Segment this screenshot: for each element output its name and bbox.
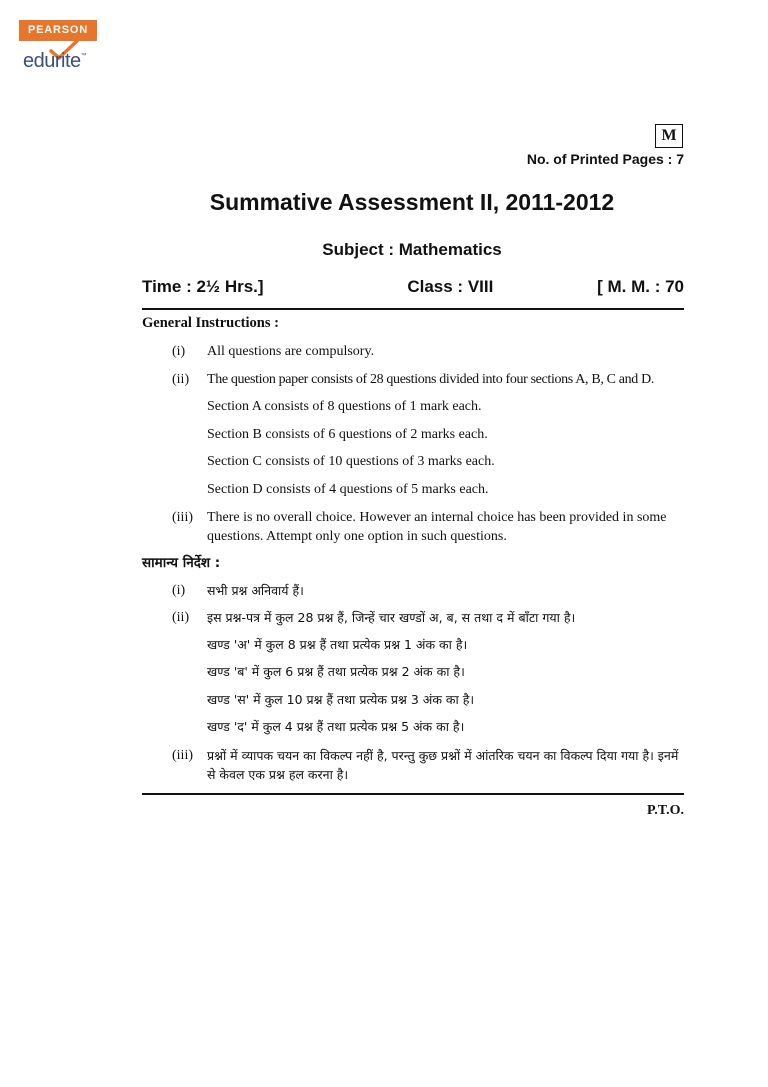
logo-brand: PEARSON <box>19 20 97 41</box>
page-title: Summative Assessment II, 2011-2012 <box>209 189 615 215</box>
paper-code: M <box>655 124 683 148</box>
general-instructions-heading: General Instructions : <box>142 315 279 331</box>
pearson-edurite-logo <box>19 20 97 72</box>
logo-product: edurite™ <box>23 50 87 72</box>
printed-pages: No. of Printed Pages : 7 <box>526 151 684 167</box>
divider <box>142 793 684 795</box>
hindi-instructions-heading: सामान्य निर्देश : <box>142 555 221 571</box>
please-turn-over: P.T.O. <box>647 803 684 818</box>
exam-meta <box>142 277 684 297</box>
class: Class : VIII <box>407 277 494 296</box>
subject: Subject : Mathematics <box>322 240 502 259</box>
max-marks: [ M. M. : 70 <box>597 277 684 296</box>
time: Time : 2½ Hrs.] <box>142 277 264 296</box>
divider <box>142 308 684 310</box>
